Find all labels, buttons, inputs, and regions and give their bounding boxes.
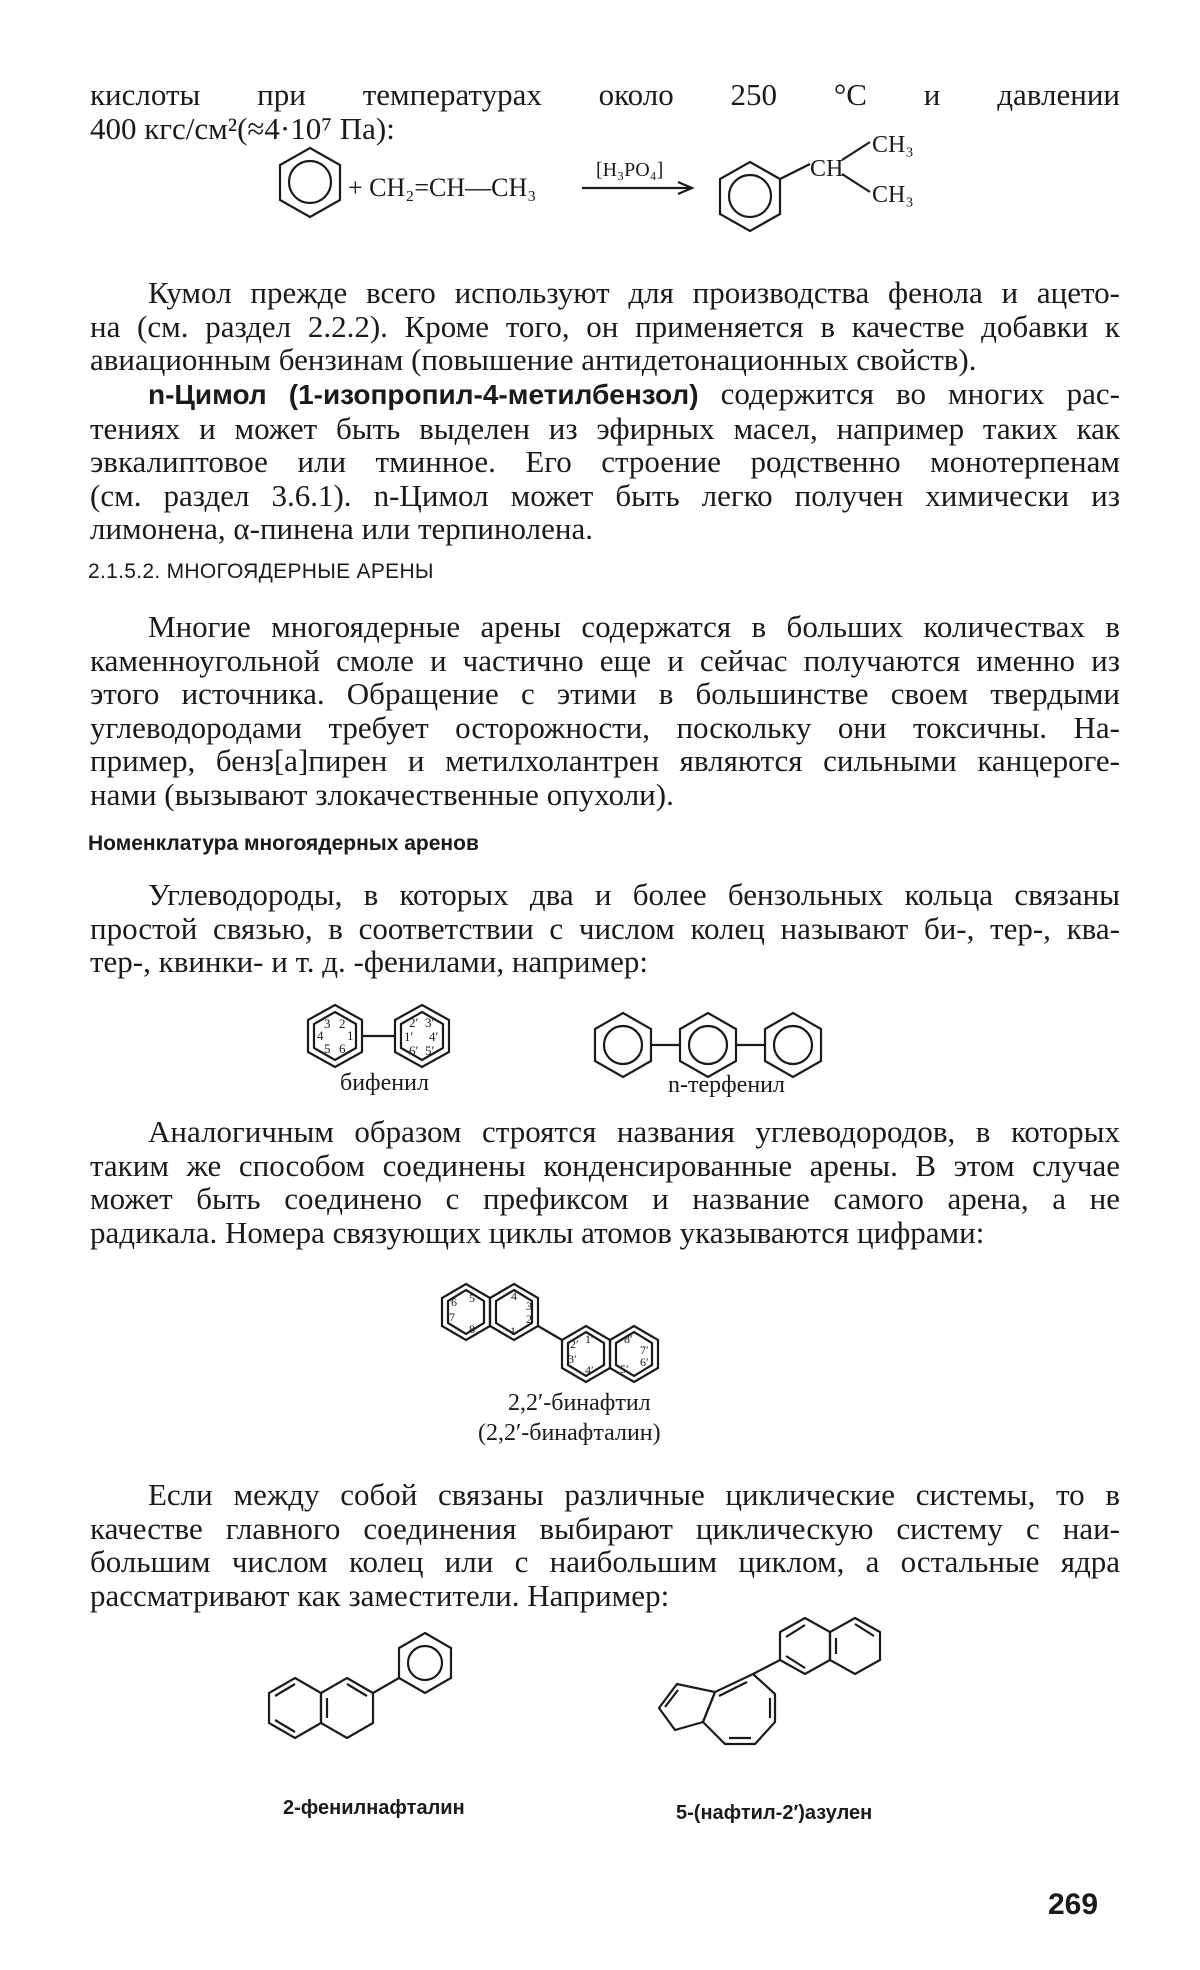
- ch3-group-top: CH₃: [872, 132, 914, 158]
- text-line: большим числом колец или с наибольшим циклом, а остальные ядра: [90, 1544, 1120, 1579]
- atom-number: 2′: [570, 1337, 579, 1351]
- atom-number: 5′: [425, 1043, 435, 1058]
- paragraph-cymene: [90, 377, 1120, 546]
- page-number: 269: [1048, 1888, 1099, 1921]
- text-line: углеводородами требует осторожности, поскольку они токсичны. На-: [90, 709, 1120, 745]
- text-line: кислоты при температурах около 250 °С и давлении: [90, 77, 1120, 112]
- atom-number: 1: [510, 1324, 516, 1338]
- subheading: Номенклатура многоядерных аренов: [88, 832, 479, 855]
- paragraph-cumene: [90, 276, 1120, 377]
- atom-number: 6: [339, 1041, 346, 1056]
- text-line: простой связью, в соответствии с числом колец называют би-, тер-, ква-: [90, 910, 1120, 946]
- atom-number: 1′: [585, 1332, 594, 1346]
- atom-number: 8′: [624, 1332, 633, 1346]
- text-line: Многие многоядерные арены содержатся в больших количествах в: [148, 609, 1120, 644]
- atom-number: 5′: [620, 1362, 629, 1376]
- paragraph-intro: [90, 78, 1120, 145]
- paragraph-polynuclear: [90, 610, 1120, 811]
- text-line: пример, бенз[а]пирен и метилхолантрен являются сильными канцероге-: [90, 743, 1120, 778]
- atom-number: 4: [511, 1289, 517, 1303]
- atom-number: 7: [449, 1310, 455, 1324]
- cumene-reaction-scheme: [270, 132, 1030, 260]
- text-line: рассматривают как заместители. Например:: [90, 1577, 670, 1613]
- text-line: каменноугольной смоле и частично еще и сейчас получаются именно из: [90, 642, 1120, 678]
- propylene-formula: + CH₂=CH—CH₃: [348, 173, 537, 202]
- text-fragment: содержится во многих рас-: [698, 376, 1120, 411]
- naphthylazulene-structure: [625, 1612, 885, 1792]
- binaphthyl-structure: [440, 1278, 770, 1408]
- catalyst-label: [H₃PO₄]: [596, 159, 664, 181]
- text-line: радикала. Номера связующих циклы атомов указываются цифрами:: [90, 1214, 985, 1250]
- atom-number: 3′: [425, 1015, 435, 1030]
- atom-number: 5: [324, 1041, 331, 1056]
- caption-binaphthyl: 2,2′-бинафтил: [508, 1390, 651, 1416]
- atom-number: 2: [526, 1312, 532, 1326]
- atom-number: 6: [451, 1295, 457, 1309]
- atom-number: 1′: [404, 1029, 414, 1044]
- text-line: эвкалиптовое или тминное. Его строение родственно монотерпенам: [90, 444, 1120, 479]
- atom-number: 6′: [640, 1355, 649, 1369]
- text-line: этого источника. Обращение с этими в большинстве своем твердыми: [90, 676, 1120, 711]
- text-line: таким же способом соединены конденсированные арены. В этом случае: [90, 1147, 1120, 1183]
- text-line: авиационным бензинам (повышение антидетонационных свойств).: [90, 342, 977, 377]
- phenylnaphthalene-structure: [265, 1618, 495, 1778]
- caption-phenylnaphthalene: 2-фенилнафталин: [283, 1797, 465, 1819]
- atom-number: 8: [469, 1322, 475, 1336]
- text-line: (см. раздел 3.6.1). n-Цимол может быть легко получен химически из: [90, 477, 1120, 513]
- text-line: Кумол прежде всего используют для производства фенола и ацето-: [148, 275, 1120, 310]
- caption-biphenyl: бифенил: [340, 1070, 429, 1096]
- text-line: лимонена, α-пинена или терпинолена.: [90, 511, 593, 546]
- text-line: нами (вызывают злокачественные опухоли).: [90, 776, 674, 812]
- text-line: Углеводороды, в которых два и более бензольных кольца связаны: [148, 877, 1120, 912]
- text-line: тениях и может быть выделен из эфирных масел, например таких как: [90, 410, 1120, 446]
- paragraph-phenyls: [90, 878, 1120, 979]
- atom-number: 1: [347, 1028, 354, 1043]
- atom-number: 2: [339, 1016, 346, 1031]
- caption-naphthylazulene: 5-(нафтил-2′)азулен: [676, 1802, 873, 1824]
- atom-number: 3: [324, 1016, 331, 1031]
- text-line: тер-, квинки- и т. д. -фенилами, например:: [90, 944, 648, 979]
- atom-number: 5: [469, 1291, 475, 1305]
- atom-number: 4: [317, 1028, 324, 1043]
- atom-number: 4′: [585, 1363, 594, 1377]
- ch3-group-bottom: CH₃: [872, 182, 914, 208]
- caption-terphenyl: n-терфенил: [668, 1072, 785, 1098]
- section-heading: 2.1.5.2. МНОГОЯДЕРНЫЕ АРЕНЫ: [88, 560, 434, 583]
- cymene-term: n-Цимол (1-изопропил-4-метилбензол): [148, 379, 699, 410]
- text-line: 400 кгс/см²(≈4·10⁷ Па):: [90, 110, 395, 146]
- text-line: на (см. раздел 2.2.2). Кроме того, он применяется в качестве добавки к: [90, 308, 1120, 344]
- atom-number: 3: [526, 1299, 532, 1313]
- ch-group: CH: [810, 156, 844, 182]
- text-line: [90, 377, 1120, 412]
- caption-binaphthalene: (2,2′-бинафталин): [478, 1420, 661, 1446]
- atom-number: 6′: [409, 1043, 419, 1058]
- text-line: качестве главного соединения выбирают циклическую систему с наи-: [90, 1510, 1120, 1546]
- atom-number: 3′: [568, 1352, 577, 1366]
- text-line: может быть соединено с префиксом и название самого арена, а не: [90, 1181, 1120, 1216]
- paragraph-ring-systems: [90, 1478, 1120, 1612]
- text-line: Аналогичным образом строятся названия углеводородов, в которых: [148, 1114, 1120, 1149]
- atom-number: 7′: [640, 1343, 649, 1357]
- atom-number: 2′: [409, 1015, 419, 1030]
- atom-number: 4′: [429, 1029, 439, 1044]
- text-line: Если между собой связаны различные циклические системы, то в: [148, 1477, 1120, 1512]
- paragraph-condensed: [90, 1115, 1120, 1249]
